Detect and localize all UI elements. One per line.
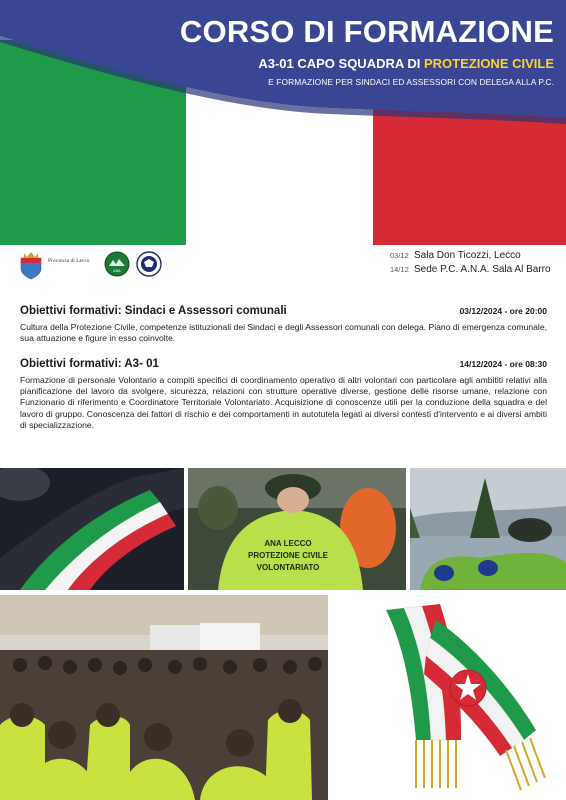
course-subtitle (258, 56, 554, 71)
provincia-lecco-label: Provincia di Lecco (48, 258, 90, 264)
page-title: CORSO DI FORMAZIONE (179, 14, 554, 49)
vest-text-line2: PROTEZIONE CIVILE (247, 551, 329, 560)
header-banner (0, 0, 566, 245)
objectives-section-sindaci (20, 305, 547, 344)
section-title: Obiettivi formativi: Sindaci e Assessori comunali (20, 305, 287, 317)
section-date: 14/12/2024 - ore 08:30 (459, 359, 547, 369)
photo-mayoral-sash (346, 600, 556, 796)
session-place: Sede P.C. A.N.A. Sala Al Barro (414, 264, 551, 275)
section-body: Cultura della Protezione Civile, competenze istituzionali dei Sindaci e degli Assessori comunali con delega. Piano di emergenza comunale, sua attuazione e figure in esso coinvolte. (20, 322, 547, 344)
session-item (390, 250, 551, 264)
session-place: Sala Don Ticozzi, Lecco (414, 250, 521, 261)
subtitle-highlight: PROTEZIONE CIVILE (423, 56, 554, 71)
session-list (390, 250, 551, 278)
vest-text-line3: VOLONTARIATO (256, 563, 320, 572)
photo-volunteers-vest (188, 468, 406, 590)
section-title: Obiettivi formativi: A3- 01 (20, 358, 159, 370)
ana-logo-text: ANA (113, 269, 121, 273)
photo-auditorium-audience (0, 595, 328, 800)
logo-row (18, 250, 178, 280)
section-body: Formazione di personale Volontario a compiti specifici di coordinamento operativo di altri volontari con particolare agli ambititi relativi alla pianificazione del lavoro da svolgere, sicurezza, relazioni con strutture operative diverse, gestione delle risorse umane, relazione con Funzionario di riferimento e Coordinatore Territoriale Volontariato. Acquisizione di conoscenze utili per la conduzione della squadra e del lavoro di gruppo. Conoscenza dei fattori di rischio e dei comportamenti in autotutela legati ai diversi contesti d'intervento e ai diversi ambiti di specializzazione. (20, 375, 547, 430)
session-date: 14/12 (390, 265, 409, 274)
subtitle-prefix: A3-01 CAPO SQUADRA DI (258, 56, 424, 71)
ana-alpini-logo (104, 251, 130, 277)
session-item (390, 264, 551, 278)
section-date: 03/12/2024 - ore 20:00 (459, 306, 547, 316)
objectives-section-a3-01 (20, 358, 547, 431)
photo-sash-closeup (0, 468, 184, 590)
photo-lake-volunteer (410, 468, 566, 590)
session-date: 03/12 (390, 251, 409, 260)
provincia-lecco-logo (18, 250, 44, 280)
course-subtitle-secondary: E FORMAZIONE PER SINDACI ED ASSESSORI CON DELEGA ALLA P.C. (268, 77, 554, 87)
protezione-civile-logo (136, 251, 162, 277)
vest-text-line1: ANA LECCO (264, 539, 312, 548)
